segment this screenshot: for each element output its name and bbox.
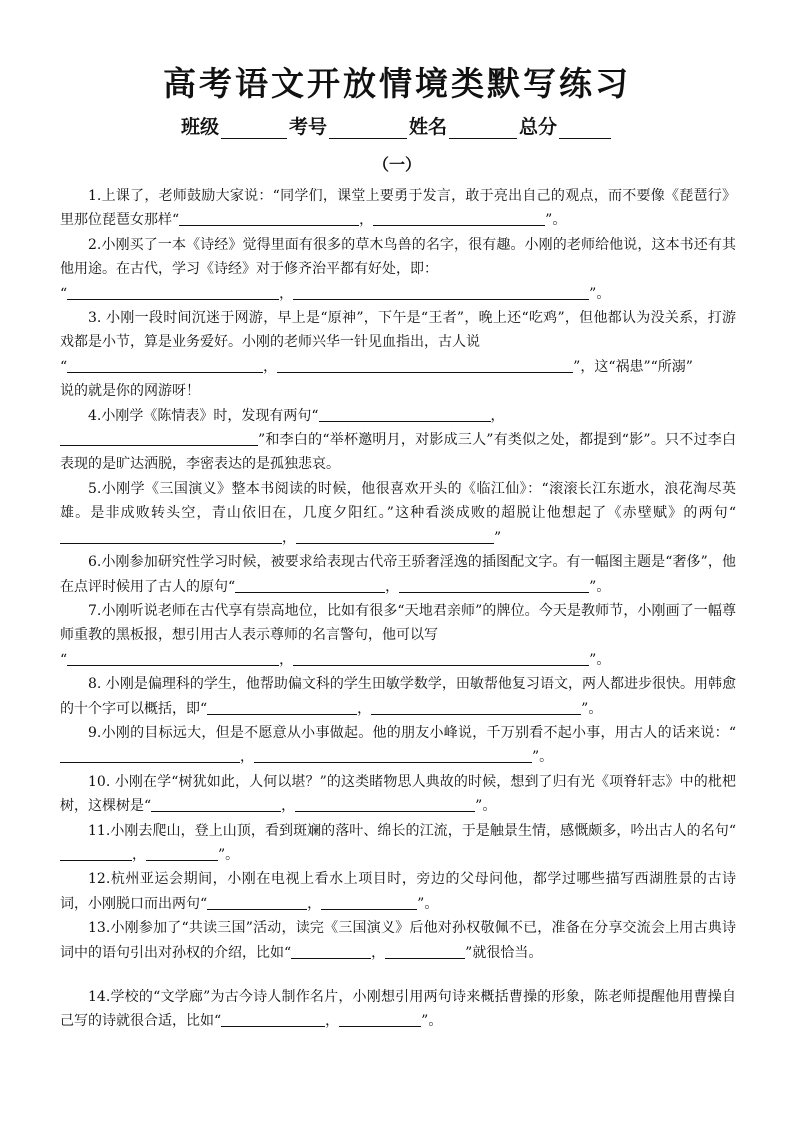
answer-blank — [399, 578, 589, 593]
question-12: 12.杭州亚运会期间，小刚在电视上看水上项目时，旁边的父母问他，都学过哪些描写西湖胜景的古诗词，小刚脱口而出两句“ ， ”。 — [60, 871, 736, 912]
answer-blank — [60, 748, 240, 763]
answer-blank — [67, 285, 279, 300]
answer-blank — [371, 700, 581, 715]
question-list — [60, 184, 736, 1034]
name-blank — [449, 120, 517, 139]
answer-blank — [277, 358, 573, 373]
answer-blank — [293, 285, 589, 300]
answer-blank — [60, 846, 132, 861]
question-13: 13.小刚参加了“共读三国”活动，读完《三国演义》后他对孙权敬佩不已，准备在分享交流会上用古典诗词中的语句引出对孙权的介绍，比如“ ， ”就很恰当。 — [60, 920, 736, 961]
answer-blank — [321, 895, 417, 910]
answer-blank — [146, 846, 218, 861]
question-7: 7.小刚听说老师在古代享有崇高地位，比如有很多“天地君亲师”的牌位。今天是教师节，小刚画了一幅尊师重教的黑板报，想引用古人表示尊师的名言警句，他可以写 “ ， ”。 — [60, 602, 736, 668]
student-info-row — [0, 112, 794, 139]
question-11: 11.小刚去爬山，登上山顶，看到斑斓的落叶、绵长的江流，于是触景生情，感慨颇多，吟出古人的名句“， ”。 — [60, 819, 736, 868]
answer-blank — [254, 748, 532, 763]
answer-blank — [221, 1012, 325, 1027]
answer-blank — [385, 944, 465, 959]
answer-blank — [295, 797, 475, 812]
question-14: 14.学校的“文学廊”为古今诗人制作名片，小刚想引用两句诗来概括曹操的形象，陈老师提醒他用曹操自己写的诗就很合适，比如“ ， ”。 — [60, 989, 736, 1030]
answer-blank — [179, 211, 359, 226]
exam-no-label: 考号 — [288, 116, 327, 138]
question-10: 10. 小刚在学“树犹如此，人何以堪？”的这类睹物思人典故的时候，想到了归有光《项脊轩志》中的枇杷树，这棵树是“ ， ”。 — [60, 773, 736, 815]
question-4: 4.小刚学《陈情表》时，发现有两句“ ， ”和李白的“举杯邀明月，对影成三人”有类似之处，都提到“影”。只不过李白表现的是旷达洒脱，李密表达的是孤独悲哀。 — [60, 407, 736, 473]
answer-blank — [296, 529, 494, 544]
answer-blank — [235, 578, 385, 593]
class-label: 班级 — [180, 116, 219, 138]
answer-blank — [339, 1012, 421, 1027]
question-1: 1.上课了，老师鼓励大家说：“同学们，课堂上要勇于发言，敢于亮出自己的观点，而不要像《琵琶行》里那位琵琶女那样“ ， ”。 — [60, 188, 736, 229]
question-2: 2.小刚买了一本《诗经》觉得里面有很多的草木鸟兽的名字，很有趣。小刚的老师给他说，这本书还有其他用途。在古代，学习《诗经》对于修齐治平都有好处，即： “ ， ”。 — [60, 236, 736, 302]
score-label: 总分 — [519, 116, 558, 138]
name-label: 姓名 — [409, 116, 448, 138]
score-blank — [559, 120, 611, 139]
answer-blank — [207, 895, 307, 910]
page-title: 高考语文开放情境类默写练习 — [163, 64, 631, 103]
question-5: 5.小刚学《三国演义》整本书阅读的时候，他很喜欢开头的《临江仙》：“滚滚长江东逝水，浪花淘尽英雄。是非成败转头空，青山依旧在，几度夕阳红。”这种看淡成败的超脱让他想起了《赤壁赋》的两句“， ” — [60, 480, 736, 546]
answer-blank — [291, 944, 371, 959]
answer-blank — [293, 651, 589, 666]
answer-blank — [207, 700, 357, 715]
question-6: 6.小刚参加研究性学习时候，被要求给表现古代帝王骄奢淫逸的插图配文字。有一幅图主题是“奢侈”，他在点评时候用了古人的原句“ ， ”。 — [60, 554, 736, 595]
answer-blank — [60, 529, 282, 544]
exam-no-blank — [329, 120, 407, 139]
answer-blank — [60, 431, 258, 446]
question-8: 8. 小刚是偏理科的学生，他帮助偏文科的学生田敏学数学，田敏帮他复习语文，两人都进步很快。用韩愈的十个字可以概括，即“ ， ”。 — [60, 676, 736, 717]
answer-blank — [319, 407, 491, 422]
answer-blank — [67, 358, 263, 373]
answer-blank — [151, 797, 281, 812]
answer-blank — [373, 211, 545, 226]
spacer — [60, 965, 736, 985]
section-heading: （一） — [372, 155, 421, 174]
question-9: 9.小刚的目标远大，但是不愿意从小事做起。他的朋友小峰说，千万别看不起小事，用古人的话来说：“， ”。 — [60, 721, 736, 770]
answer-blank — [67, 651, 279, 666]
class-blank — [221, 120, 287, 139]
question-3: 3. 小刚一段时间沉迷于网游，早上是“原神”，下午是“王者”，晚上还“吃鸡”，但他都认为没关系，打游戏都是小节，算是业务爱好。小刚的老师兴华一针见血指出，古人说 “ ， ”，这“祸患”“所溺” 说的就是你的网游呀！ — [60, 310, 736, 400]
